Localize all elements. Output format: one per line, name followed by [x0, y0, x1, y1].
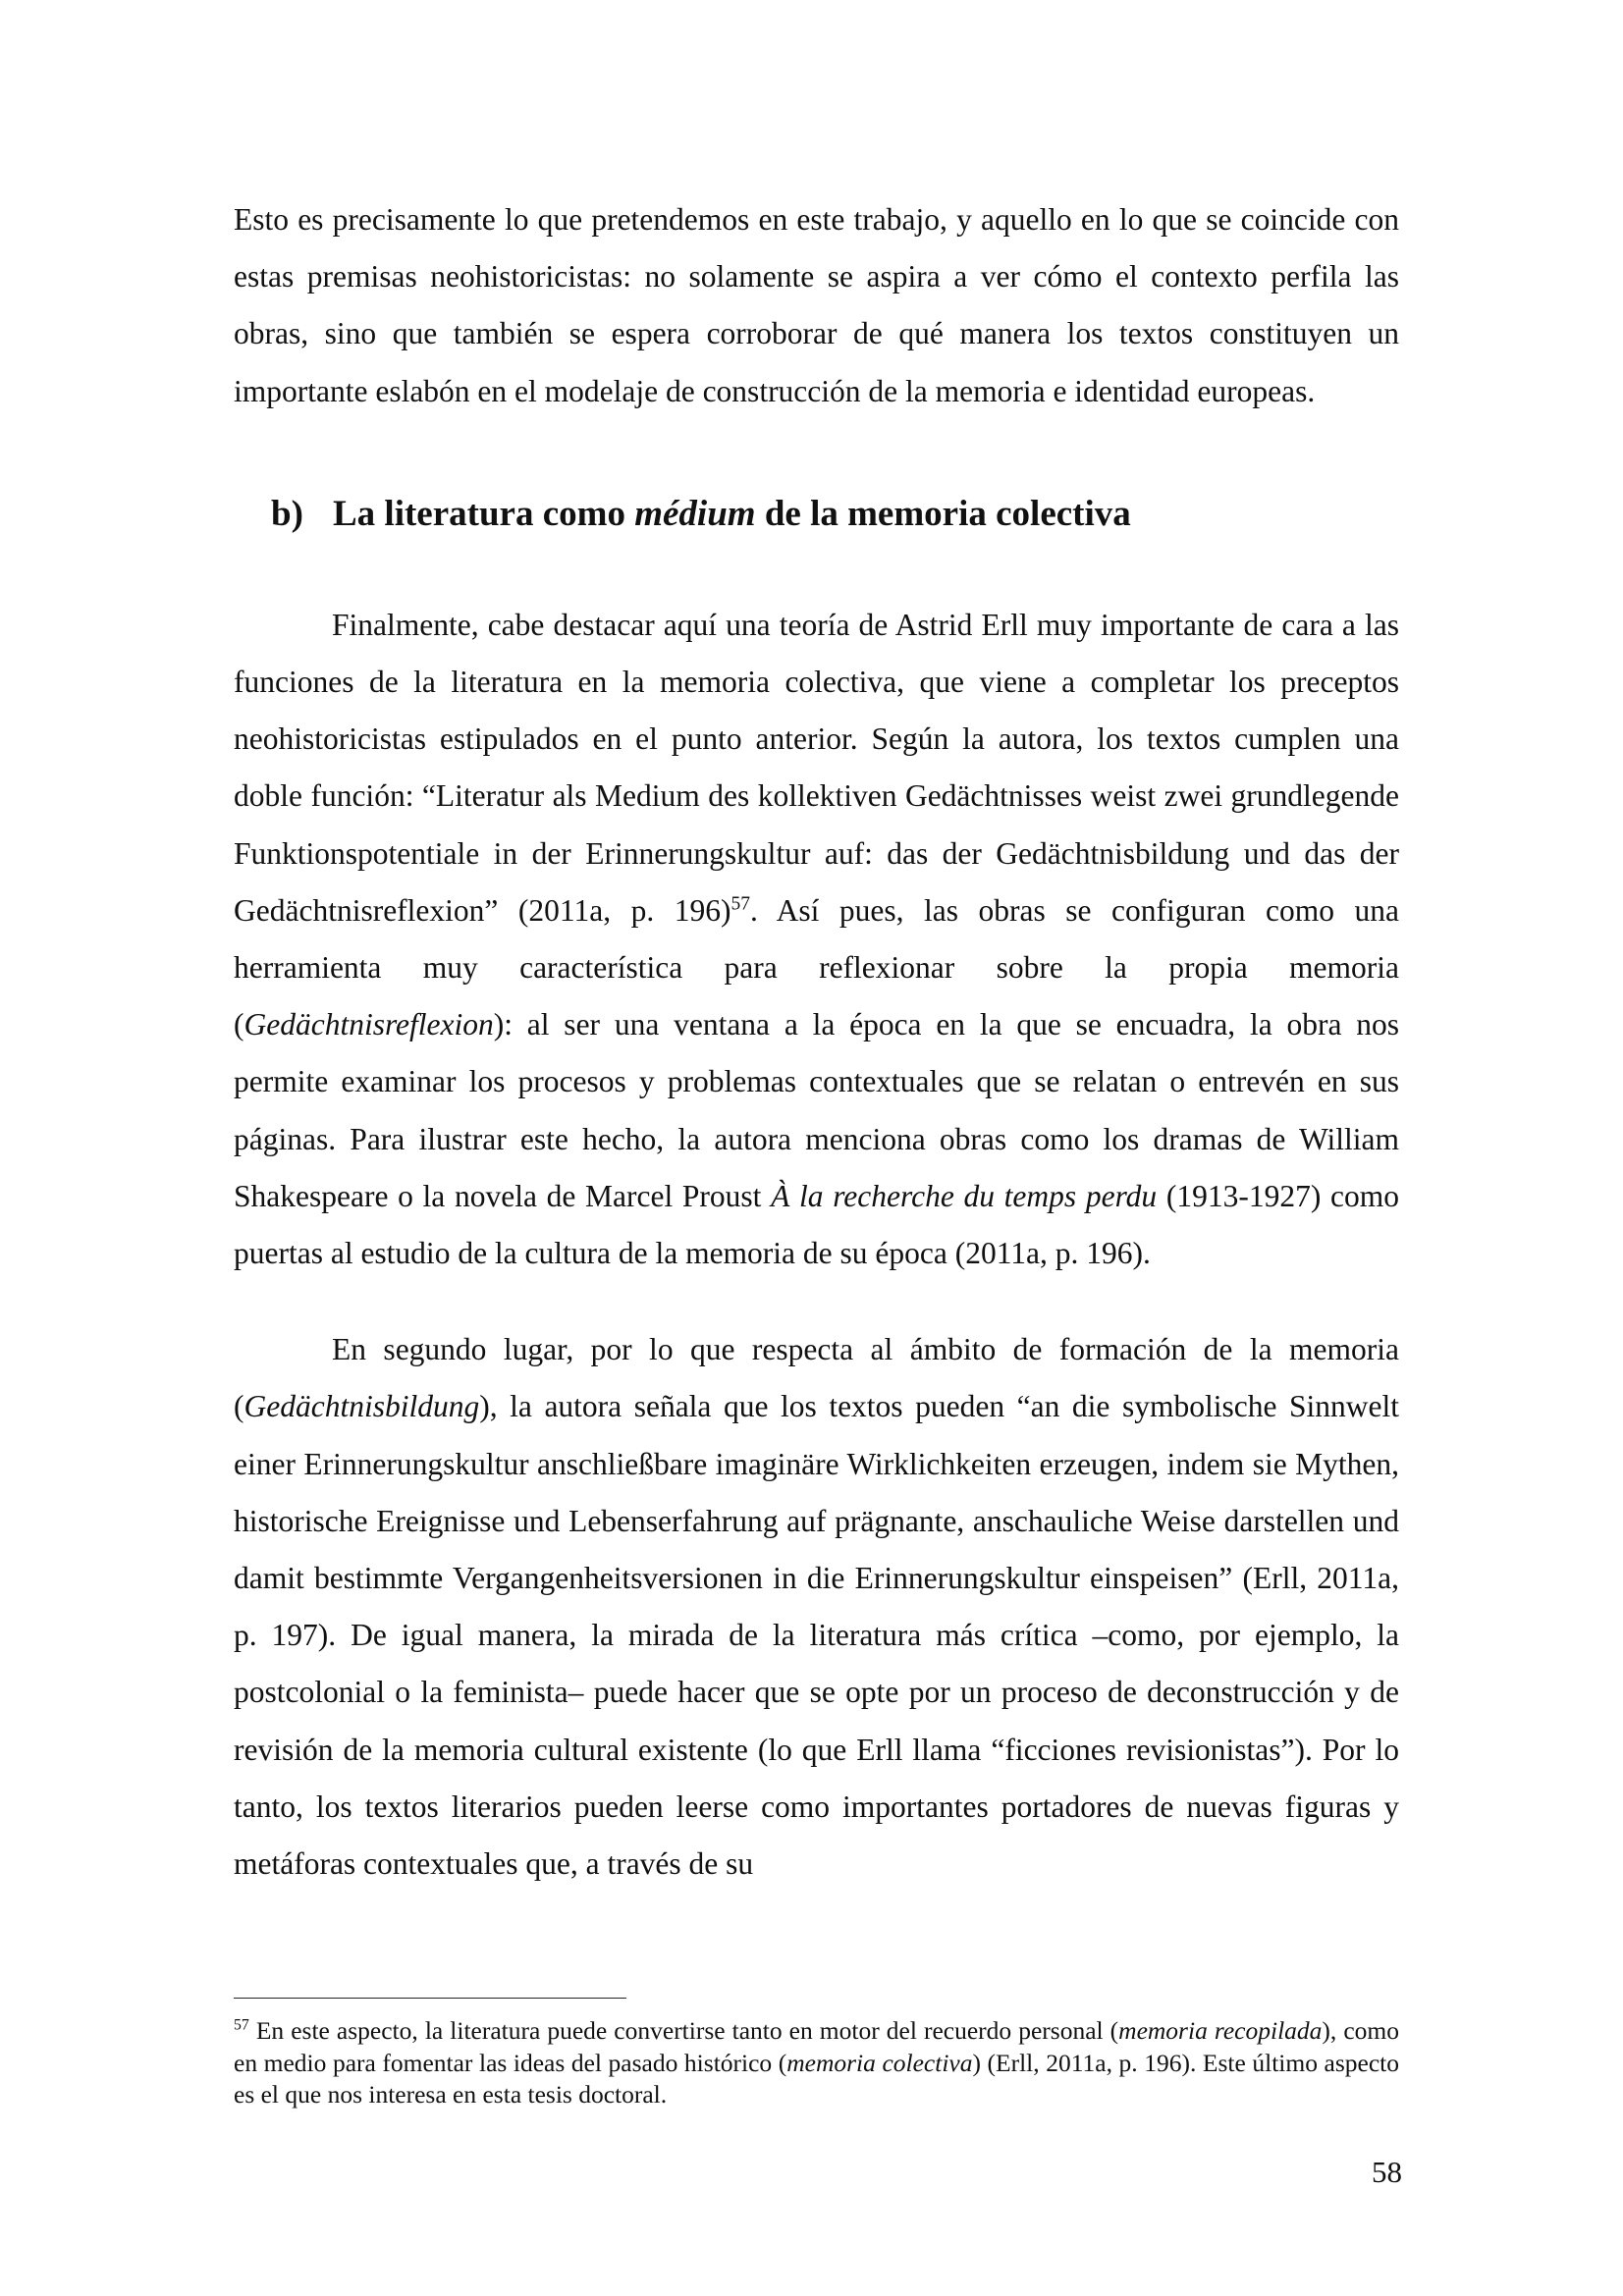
section-heading [271, 486, 1399, 543]
footnote-reference[interactable]: 57 [730, 893, 750, 915]
main-text [234, 191, 1399, 1893]
footnote-italic: memoria recopilada [1118, 2016, 1323, 2045]
footnote-number: 57 [234, 2016, 249, 2034]
footnote-separator [234, 1998, 626, 1999]
footnote [234, 2015, 1399, 2111]
paragraph-2 [234, 597, 1399, 1282]
heading-text-before: La literatura como [333, 493, 635, 534]
paragraph-2-text: . Así pues, las obras se configuran como una herramienta muy característica para reflexionar sobre la propia memoria ( [234, 892, 1399, 1042]
paragraph-3-italic: Gedächtnisbildung [243, 1389, 480, 1424]
paragraph-3-text: ), la autora señala que los textos pueden “an die symbolische Sinnwelt einer Erinnerungskultur anschließbare imaginäre Wirklichkeiten erzeugen, indem sie Mythen, historische Ereignisse und Lebenserfahrung auf prägnante, anschauliche Weise darstellen und damit bestimmte Vergangenheitsversionen in die Erinnerungskultur einspeisen” (Erll, 2011a, p. 197). De igual manera, la mirada de la literatura más crítica –como, por ejemplo, la postcolonial o la feminista– puede hacer que se opte por un proceso de deconstrucción y de revisión de la memoria cultural existente (lo que Erll llama “ficciones revisionistas”). Por lo tanto, los textos literarios pueden leerse como importantes portadores de nuevas figuras y metáforas contextuales que, a través de su [234, 1389, 1399, 1882]
page-number: 58 [1372, 2155, 1402, 2189]
book-title: À la recherche du temps perdu [771, 1178, 1158, 1213]
paragraph-2-text: ): al ser una ventana a la época en la que se encuadra, la obra nos permite examinar los procesos y problemas contextuales que se relatan o entrevén en sus páginas. Para ilustrar este hecho, la autora menciona obras como los dramas de William Shakespeare o la novela de Marcel Proust [234, 1007, 1399, 1213]
footnote-text-part: ) (Erll, 2011a, p. 196). Este último aspecto es el que nos interesa en esta tesis doctoral. [234, 2048, 1399, 2109]
paragraph-1: Esto es precisamente lo que pretendemos en este trabajo, y aquello en lo que se coincide con estas premisas neohistoricistas: no solamente se aspira a ver cómo el contexto perfila las obras, sino que también se espera corroborar de qué manera los textos constituyen un importante eslabón en el modelaje de construcción de la memoria e identidad europeas. [234, 202, 1399, 408]
paragraph-2-italic: Gedächtnisreflexion [243, 1007, 494, 1042]
paragraph-3-text: En segundo lugar, por lo que respecta al ámbito de formación de la memoria ( [234, 1332, 1399, 1424]
footnote-text-part: En este aspecto, la literatura puede convertirse tanto en motor del recuerdo personal ( [248, 2016, 1119, 2045]
footnote-text [234, 2015, 1399, 2111]
heading-text-after: de la memoria colectiva [755, 493, 1131, 534]
footnote-text-part: ), como en medio para fomentar las ideas del pasado histórico ( [234, 2016, 1399, 2077]
paragraph-3 [234, 1321, 1399, 1893]
section-number: b) [271, 493, 303, 534]
paragraph-2-text: Finalmente, cabe destacar aquí una teoría de Astrid Erll muy importante de cara a las funciones de la literatura en la memoria colectiva, que viene a completar los preceptos neohistoricistas estipulados en el punto anterior. Según la autora, los textos cumplen una doble función: “Literatur als Medium des kollektiven Gedächtnisses weist zwei grundlegende Funktionspotentiale in der Erinnerungskultur auf: das der Gedächtnisbildung und das der Gedächtnisreflexion” (2011a, p. 196) [234, 607, 1399, 928]
footnote-italic: memoria colectiva [786, 2048, 973, 2077]
paragraph-2-text: (1913-1927) como puertas al estudio de la cultura de la memoria de su época (2011a, p. 196). [234, 1178, 1399, 1271]
heading-italic-term: médium [634, 493, 756, 534]
